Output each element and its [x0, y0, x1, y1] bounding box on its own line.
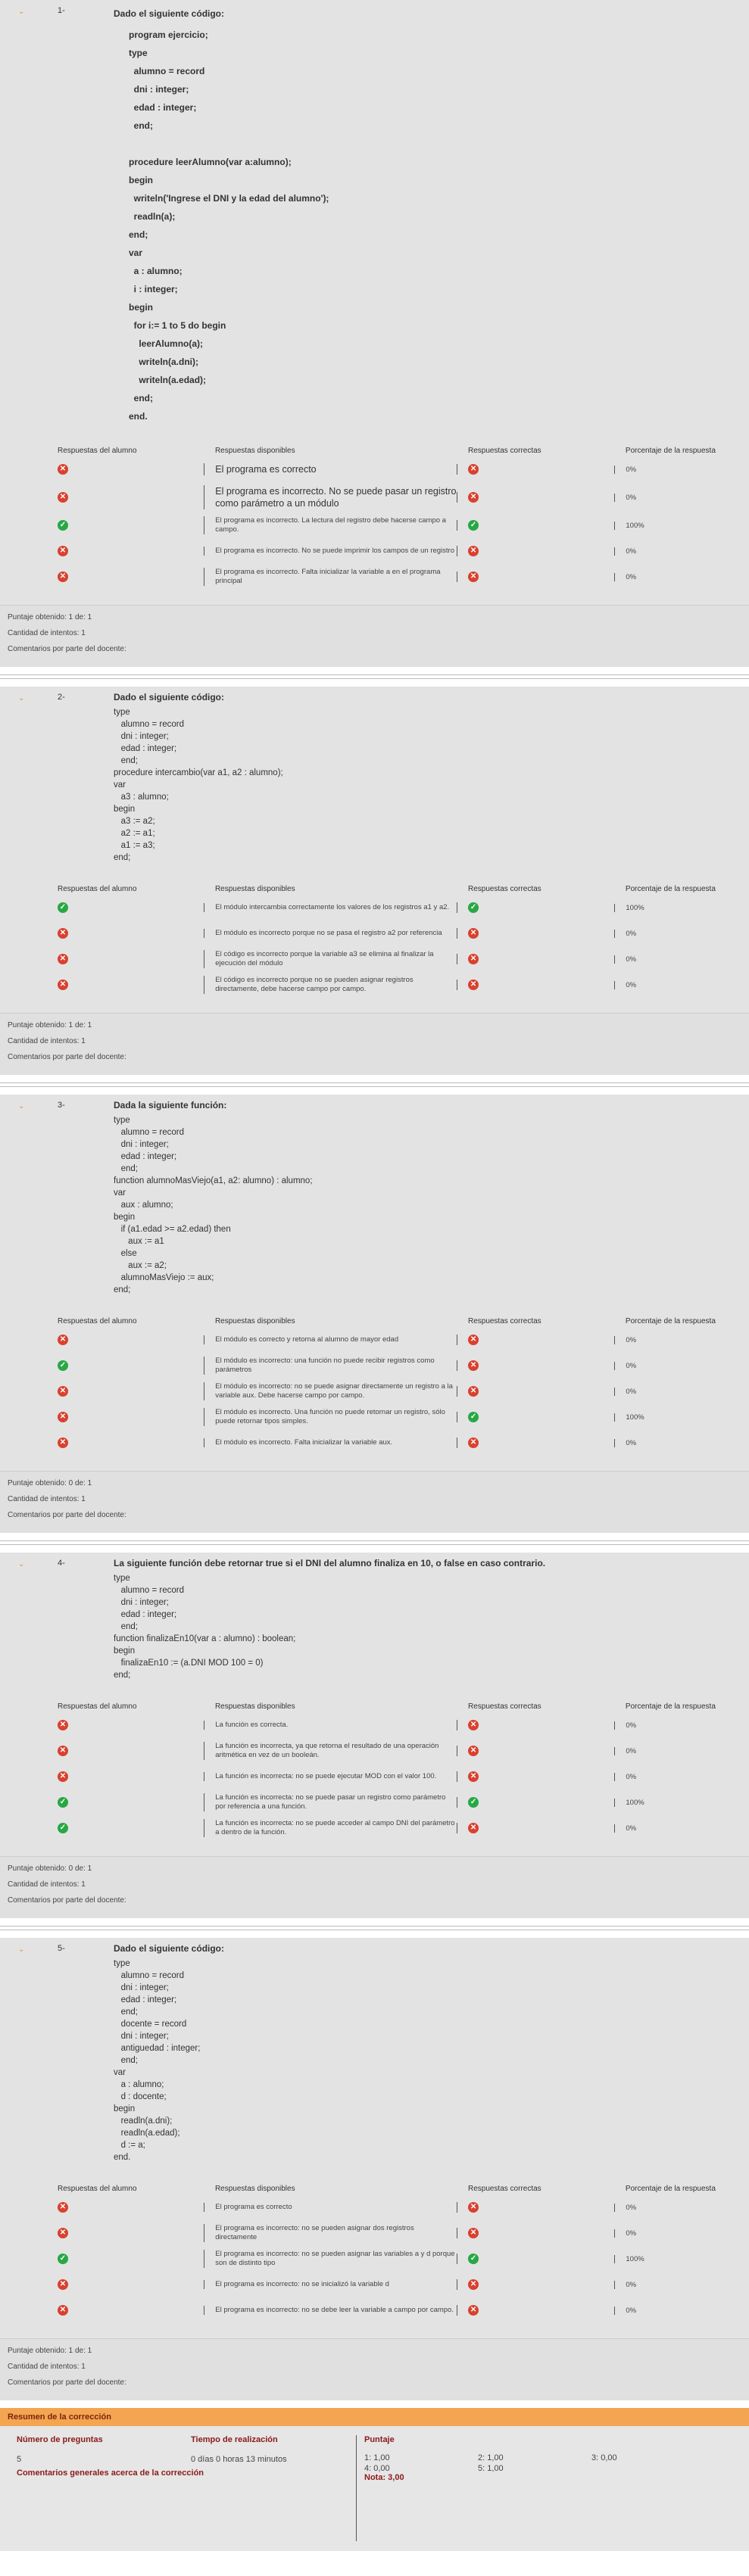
student-answer-cell [55, 572, 204, 582]
column-header: Respuestas disponibles [214, 1702, 295, 1711]
final-grade: Nota: 3,00 [364, 2473, 404, 2482]
question-title: Dado el siguiente código: [114, 8, 225, 19]
question-block [0, 1095, 749, 1533]
answer-text: El código es incorrecto porque no se pueden asignar registros directamente, debe hacerse campo por campo. [204, 976, 457, 994]
student-answer-cell [55, 2279, 204, 2290]
answer-text: El módulo es incorrecto: no se puede asignar directamente un registro a la variable aux. Debe hacerse campo por campo. [204, 1382, 457, 1400]
answer-percentage: 0% [614, 573, 721, 581]
correct-answer-cell [457, 902, 614, 913]
score-obtained: Puntaje obtenido: 1 de: 1 [8, 2347, 92, 2355]
answer-text: El programa es incorrecto. Falta inicializar la variable a en el programa principal [204, 568, 457, 586]
answer-row [55, 1793, 721, 1812]
answer-percentage: 0% [614, 2307, 721, 2315]
correction-summary [0, 2426, 749, 2551]
cross-icon: ✕ [58, 1386, 68, 1397]
column-header: Respuestas del alumno [58, 1317, 137, 1325]
answer-text: El módulo es incorrecto. Una función no puede retornar un registro, sólo puede retornar tipos simples. [204, 1408, 457, 1426]
score-obtained: Puntaje obtenido: 0 de: 1 [8, 1864, 92, 1873]
check-icon: ✓ [468, 520, 479, 531]
answer-percentage: 0% [614, 1439, 721, 1447]
question-score [0, 1471, 749, 1533]
correct-answer-cell [457, 572, 614, 582]
column-header: Respuestas correctas [467, 2185, 541, 2193]
answers-table-header [55, 885, 721, 893]
cross-icon: ✕ [58, 2279, 68, 2290]
cross-icon: ✕ [58, 2228, 68, 2238]
student-answer-cell [55, 1335, 204, 1345]
question-title: La siguiente función debe retornar true si el DNI del alumno finaliza en 10, o false en caso contrario. [114, 1558, 546, 1568]
answer-percentage: 0% [614, 494, 721, 502]
attempts-count: Cantidad de intentos: 1 [8, 1880, 86, 1889]
column-header: Respuestas correctas [467, 1317, 541, 1325]
column-header: Porcentaje de la respuesta [625, 1317, 716, 1325]
answer-row [55, 2223, 721, 2243]
code-snippet: type alumno = record dni : integer; edad : integer; end; procedure intercambio(var a1, a2 : alumno); var a3 : alumno; begin a3 := a2; a2 := a1; a1 := a3; end; [114, 708, 283, 862]
question-header [0, 687, 749, 871]
code-snippet: type alumno = record dni : integer; edad : integer; end; function alumnoMasViejo(a1, a2: alumno) : alumno; var aux : alumno; begin if (a1.edad >= a2.edad) then aux := a1 else aux := a2; alumnoMasViejo := aux; end; [114, 1116, 313, 1294]
check-icon: ✓ [58, 520, 68, 531]
question-score [0, 1013, 749, 1075]
summary-scores [356, 2435, 728, 2541]
student-answer-cell [55, 1746, 204, 1756]
student-answer-cell [55, 1720, 204, 1730]
check-icon: ✓ [468, 1412, 479, 1422]
correct-answer-cell [457, 1823, 614, 1833]
question-title: Dada la siguiente función: [114, 1100, 227, 1110]
cross-icon: ✕ [468, 1746, 479, 1756]
answer-text: El módulo es incorrecto porque no se pasa el registro a2 por referencia [204, 929, 457, 938]
attempts-count: Cantidad de intentos: 1 [8, 629, 86, 637]
answers-table-header [55, 1317, 721, 1325]
cross-icon: ✕ [58, 1771, 68, 1782]
check-icon: ✓ [468, 902, 479, 913]
answer-text: La función es incorrecta, ya que retorna el resultado de una operación aritmética en vez de un booleán. [204, 1742, 457, 1760]
code-snippet: program ejercicio; type alumno = record dni : integer; edad : integer; end; procedure leerAlumno(var a:alumno); begin writeln('Ingrese el DNI y la edad del alumno'); readln(a); end; var a : alumno; i : integer; begin for i:= 1 to 5 do begin leerAlumno(a); writeln(a.dni); writeln(a.edad); end; end. [129, 30, 329, 422]
correct-answer-cell [457, 954, 614, 964]
check-icon: ✓ [58, 1360, 68, 1371]
cross-icon: ✕ [58, 546, 68, 556]
answers-table [55, 1702, 721, 1838]
cross-icon: ✕ [468, 1386, 479, 1397]
student-answer-cell [55, 2202, 204, 2213]
answer-row [55, 1356, 721, 1375]
student-answer-cell [55, 1412, 204, 1422]
cross-icon: ✕ [468, 1335, 479, 1345]
student-answer-cell [55, 902, 204, 913]
question-score-item: 4: 0,00 [364, 2464, 390, 2473]
answer-row [55, 924, 721, 943]
correct-answer-cell [457, 1797, 614, 1808]
answer-row [55, 949, 721, 969]
student-answer-cell [55, 2254, 204, 2264]
answer-percentage: 0% [614, 930, 721, 938]
column-header: Respuestas del alumno [58, 1702, 137, 1711]
cross-icon: ✕ [58, 572, 68, 582]
answer-percentage: 0% [614, 955, 721, 964]
check-icon: ✓ [58, 2254, 68, 2264]
summary-left [17, 2435, 335, 2478]
cross-icon: ✕ [468, 464, 479, 475]
answer-row [55, 1433, 721, 1453]
correct-answer-cell [457, 928, 614, 939]
answers-table [55, 2185, 721, 2320]
answers-table-header [55, 2185, 721, 2193]
code-snippet: type alumno = record dni : integer; edad : integer; end; docente = record dni : integer; antiguedad : integer; end; var a : alumno; d : docente; begin readln(a.dni); readln(a.edad); d := a; end. [114, 1959, 201, 2162]
cross-icon: ✕ [58, 1438, 68, 1448]
answer-row [55, 516, 721, 535]
correct-answer-cell [457, 980, 614, 990]
answer-percentage: 100% [614, 522, 721, 530]
answer-text: El programa es correcto [204, 2203, 457, 2212]
cross-icon: ✕ [468, 2228, 479, 2238]
student-answer-cell [55, 954, 204, 964]
answer-text: El módulo es incorrecto. Falta inicializar la variable aux. [204, 1438, 457, 1447]
correct-answer-cell [457, 2279, 614, 2290]
question-separator [0, 1082, 749, 1087]
check-icon: ✓ [58, 1823, 68, 1833]
teacher-comments: Comentarios por parte del docente: [8, 1896, 126, 1905]
summary-stats [17, 2435, 335, 2464]
cross-icon: ✕ [468, 2279, 479, 2290]
correct-answer-cell [457, 464, 614, 475]
cross-icon: ✕ [58, 928, 68, 939]
question-separator [0, 1540, 749, 1545]
chevron-down-icon[interactable]: ⌄ [18, 1945, 25, 1954]
correct-answer-cell [457, 1335, 614, 1345]
question-header [0, 1553, 749, 1689]
correct-answer-cell [457, 1720, 614, 1730]
column-header: Porcentaje de la respuesta [625, 2185, 716, 2193]
answer-row [55, 1818, 721, 1838]
question-score [0, 2338, 749, 2400]
answer-percentage: 0% [614, 1336, 721, 1344]
student-answer-cell [55, 928, 204, 939]
answer-row [55, 1741, 721, 1761]
answer-percentage: 0% [614, 2281, 721, 2289]
answer-row [55, 2198, 721, 2217]
question-block [0, 1938, 749, 2400]
question-statement [114, 691, 749, 864]
answer-percentage: 100% [614, 904, 721, 912]
column-header: Respuestas disponibles [214, 447, 295, 455]
answer-percentage: 0% [614, 981, 721, 989]
chevron-down-icon[interactable]: ⌄ [18, 1560, 25, 1568]
student-answer-cell [55, 2228, 204, 2238]
answer-percentage: 0% [614, 1388, 721, 1396]
answer-text: El programa es incorrecto: no se inicializó la variable d [204, 2280, 457, 2289]
question-header [0, 0, 749, 433]
student-answer-cell [55, 2305, 204, 2316]
answer-percentage: 0% [614, 1721, 721, 1730]
column-header: Respuestas disponibles [214, 2185, 295, 2193]
question-number: 4- [58, 1559, 65, 1568]
answer-percentage: 100% [614, 1799, 721, 1807]
answer-text: El programa es correcto [204, 463, 457, 475]
time-value: 0 días 0 horas 13 minutos [191, 2455, 287, 2464]
question-score [0, 1856, 749, 1918]
answer-row [55, 567, 721, 587]
cross-icon: ✕ [58, 1720, 68, 1730]
question-separator [0, 1926, 749, 1930]
score-grid [364, 2453, 728, 2473]
answer-row [55, 1407, 721, 1427]
attempts-count: Cantidad de intentos: 1 [8, 1037, 86, 1045]
student-answer-cell [55, 492, 204, 503]
answer-text: El módulo intercambia correctamente los valores de los registros a1 y a2. [204, 903, 457, 912]
question-score-item: 3: 0,00 [591, 2453, 617, 2462]
cross-icon: ✕ [468, 954, 479, 964]
question-number: 3- [58, 1101, 65, 1110]
student-answer-cell [55, 520, 204, 531]
column-header: Porcentaje de la respuesta [625, 1702, 716, 1711]
column-header: Respuestas del alumno [58, 885, 137, 893]
answer-row [55, 459, 721, 479]
cross-icon: ✕ [58, 1412, 68, 1422]
answer-text: La función es incorrecta: no se puede acceder al campo DNI del parámetro a dentro de la función. [204, 1819, 457, 1837]
check-icon: ✓ [58, 902, 68, 913]
question-score [0, 605, 749, 667]
student-answer-cell [55, 1771, 204, 1782]
cross-icon: ✕ [468, 1438, 479, 1448]
code-snippet: type alumno = record dni : integer; edad : integer; end; function finalizaEn10(var a : alumno) : boolean; begin finalizaEn10 := (a.DNI MOD 100 = 0) end; [114, 1574, 296, 1680]
question-title: Dado el siguiente código: [114, 1943, 225, 1954]
score-label: Puntaje [364, 2435, 395, 2444]
question-statement [114, 1942, 749, 2163]
question-statement [114, 1099, 749, 1296]
questions-count: 5 [17, 2455, 22, 2464]
time-label: Tiempo de realización [191, 2435, 278, 2444]
question-separator [0, 674, 749, 679]
cross-icon: ✕ [58, 954, 68, 964]
questions-count-label: Número de preguntas [17, 2435, 103, 2444]
question-header [0, 1938, 749, 2171]
teacher-comments: Comentarios por parte del docente: [8, 645, 126, 653]
question-score-item: 2: 1,00 [478, 2453, 504, 2462]
questions-count-block [17, 2435, 191, 2464]
student-answer-cell [55, 546, 204, 556]
cross-icon: ✕ [468, 1720, 479, 1730]
question-statement [114, 5, 749, 425]
summary-title-bar: Resumen de la corrección [0, 2408, 749, 2426]
column-header: Respuestas correctas [467, 885, 541, 893]
check-icon: ✓ [468, 2254, 479, 2264]
answer-percentage: 0% [614, 2204, 721, 2212]
cross-icon: ✕ [468, 1360, 479, 1371]
cross-icon: ✕ [58, 2305, 68, 2316]
question-header [0, 1095, 749, 1304]
answer-text: La función es incorrecta: no se puede pasar un registro como parámetro por referencia a una función. [204, 1793, 457, 1811]
cross-icon: ✕ [58, 980, 68, 990]
answers-table [55, 1317, 721, 1453]
student-answer-cell [55, 1823, 204, 1833]
answer-row [55, 541, 721, 561]
score-obtained: Puntaje obtenido: 1 de: 1 [8, 613, 92, 621]
answer-row [55, 975, 721, 995]
answer-percentage: 0% [614, 1773, 721, 1781]
answer-row [55, 1381, 721, 1401]
answer-percentage: 100% [614, 2255, 721, 2263]
check-icon: ✓ [468, 1797, 479, 1808]
column-header: Respuestas correctas [467, 447, 541, 455]
correct-answer-cell [457, 2202, 614, 2213]
time-block [191, 2435, 287, 2464]
student-answer-cell [55, 1797, 204, 1808]
answer-text: El módulo es correcto y retorna al alumno de mayor edad [204, 1335, 457, 1344]
answer-row [55, 2300, 721, 2320]
question-score-item: 5: 1,00 [478, 2464, 504, 2473]
cross-icon: ✕ [468, 928, 479, 939]
answer-percentage: 100% [614, 1413, 721, 1422]
general-comments-label: Comentarios generales acerca de la corrección [17, 2469, 204, 2478]
column-header: Porcentaje de la respuesta [625, 885, 716, 893]
answer-text: El programa es incorrecto: no se pueden asignar las variables a y d porque son de distinto tipo [204, 2250, 457, 2268]
correct-answer-cell [457, 1438, 614, 1448]
question-title: Dado el siguiente código: [114, 692, 225, 702]
correct-answer-cell [457, 2254, 614, 2264]
attempts-count: Cantidad de intentos: 1 [8, 2363, 86, 2371]
column-header: Respuestas disponibles [214, 1317, 295, 1325]
answer-percentage: 0% [614, 547, 721, 556]
cross-icon: ✕ [58, 1335, 68, 1345]
correct-answer-cell [457, 1386, 614, 1397]
question-score-item: 1: 1,00 [364, 2453, 390, 2462]
column-header: Porcentaje de la respuesta [625, 447, 716, 455]
cross-icon: ✕ [468, 546, 479, 556]
cross-icon: ✕ [468, 980, 479, 990]
correct-answer-cell [457, 2228, 614, 2238]
answer-text: El código es incorrecto porque la variable a3 se elimina al finalizar la ejecución del módulo [204, 950, 457, 968]
correct-answer-cell [457, 1360, 614, 1371]
answer-text: La función es incorrecta: no se puede ejecutar MOD con el valor 100. [204, 1772, 457, 1781]
teacher-comments: Comentarios por parte del docente: [8, 1511, 126, 1519]
correct-answer-cell [457, 1412, 614, 1422]
answer-percentage: 0% [614, 466, 721, 474]
answer-percentage: 0% [614, 1747, 721, 1755]
attempts-count: Cantidad de intentos: 1 [8, 1495, 86, 1503]
student-answer-cell [55, 1438, 204, 1448]
answer-row [55, 898, 721, 917]
cross-icon: ✕ [468, 1823, 479, 1833]
check-icon: ✓ [58, 1797, 68, 1808]
correct-answer-cell [457, 520, 614, 531]
cross-icon: ✕ [58, 1746, 68, 1756]
score-obtained: Puntaje obtenido: 0 de: 1 [8, 1479, 92, 1487]
correct-answer-cell [457, 546, 614, 556]
column-header: Respuestas del alumno [58, 447, 137, 455]
teacher-comments: Comentarios por parte del docente: [8, 1053, 126, 1061]
answer-percentage: 0% [614, 1362, 721, 1370]
chevron-down-icon[interactable]: ⌄ [18, 694, 25, 702]
cross-icon: ✕ [58, 464, 68, 475]
correct-answer-cell [457, 492, 614, 503]
answer-row [55, 1767, 721, 1786]
score-obtained: Puntaje obtenido: 1 de: 1 [8, 1021, 92, 1029]
cross-icon: ✕ [58, 492, 68, 503]
answer-row [55, 1330, 721, 1350]
answers-table [55, 447, 721, 587]
cross-icon: ✕ [468, 2202, 479, 2213]
correct-answer-cell [457, 2305, 614, 2316]
student-answer-cell [55, 980, 204, 990]
column-header: Respuestas del alumno [58, 2185, 137, 2193]
answers-table [55, 885, 721, 995]
column-header: Respuestas correctas [467, 1702, 541, 1711]
answer-percentage: 0% [614, 2229, 721, 2238]
cross-icon: ✕ [58, 2202, 68, 2213]
chevron-down-icon[interactable]: ⌄ [18, 1102, 25, 1110]
correct-answer-cell [457, 1746, 614, 1756]
correct-answer-cell [457, 1771, 614, 1782]
question-block [0, 687, 749, 1075]
answer-text: La función es correcta. [204, 1721, 457, 1730]
cross-icon: ✕ [468, 572, 479, 582]
question-statement [114, 1557, 749, 1681]
cross-icon: ✕ [468, 2305, 479, 2316]
student-answer-cell [55, 1386, 204, 1397]
chevron-down-icon[interactable]: ⌄ [18, 8, 25, 16]
answers-table-header [55, 1702, 721, 1711]
answer-text: El programa es incorrecto. La lectura del registro debe hacerse campo a campo. [204, 516, 457, 534]
answer-percentage: 0% [614, 1824, 721, 1833]
student-answer-cell [55, 1360, 204, 1371]
question-number: 5- [58, 1944, 65, 1953]
answer-text: El programa es incorrecto. No se puede imprimir los campos de un registro [204, 547, 457, 556]
question-number: 1- [58, 6, 65, 15]
question-block [0, 1553, 749, 1918]
question-block [0, 0, 749, 667]
answer-row [55, 1715, 721, 1735]
answer-text: El módulo es incorrecto: una función no puede recibir registros como parámetros [204, 1357, 457, 1375]
student-answer-cell [55, 464, 204, 475]
answer-text: El programa es incorrecto: no se debe leer la variable a campo por campo. [204, 2306, 457, 2315]
teacher-comments: Comentarios por parte del docente: [8, 2378, 126, 2387]
answer-row [55, 2275, 721, 2294]
answer-text: El programa es incorrecto. No se puede pasar un registro como parámetro a un módulo [204, 485, 457, 509]
answers-table-header [55, 447, 721, 455]
answer-row [55, 2249, 721, 2269]
cross-icon: ✕ [468, 492, 479, 503]
question-number: 2- [58, 693, 65, 702]
answer-text: El programa es incorrecto: no se pueden asignar dos registros directamente [204, 2224, 457, 2242]
cross-icon: ✕ [468, 1771, 479, 1782]
answer-row [55, 485, 721, 509]
column-header: Respuestas disponibles [214, 885, 295, 893]
